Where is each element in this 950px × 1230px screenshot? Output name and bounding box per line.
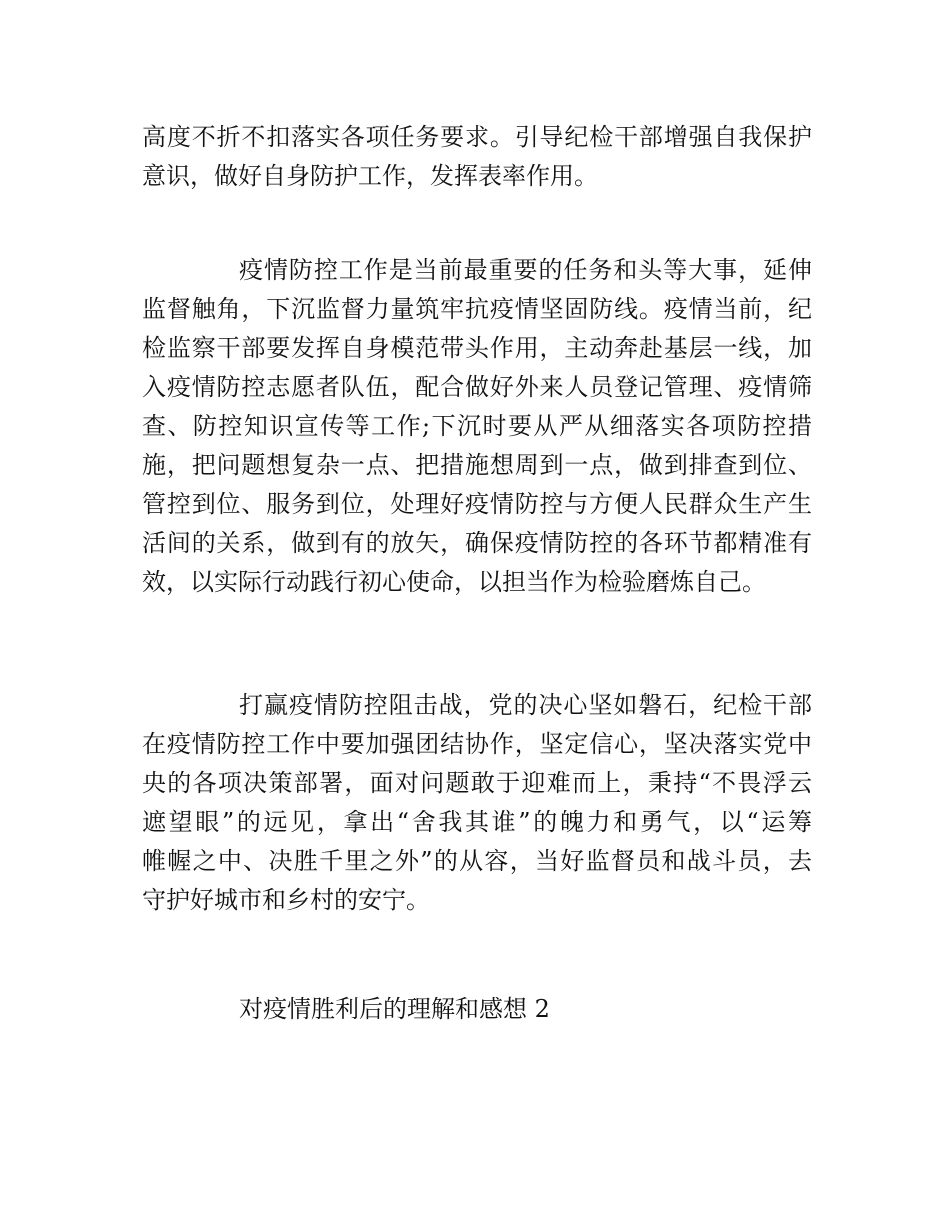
text-line: 查、防控知识宣传等工作;下沉时要从严从细落实各项防控措 [142, 412, 812, 440]
text-line: 施，把问题想复杂一点、把措施想周到一点，做到排查到位、 [142, 451, 812, 479]
text-line: 打赢疫情防控阻击战，党的决心坚如磐石，纪检干部 [239, 691, 812, 719]
paragraph-battle [142, 686, 812, 920]
text-line: 效，以实际行动践行初心使命，以担当作为检验磨炼自己。 [142, 568, 766, 596]
text-line: 守护好城市和乡村的安宁。 [142, 886, 430, 914]
text-line: 遮望眼”的远见，拿出“舍我其谁”的魄力和勇气，以“运筹 [142, 808, 812, 836]
paragraph-continuation [142, 118, 812, 196]
text-line: 在疫情防控工作中要加强团结协作，坚定信心，坚决落实党中 [142, 730, 812, 758]
text-line: 高度不折不扣落实各项任务要求。引导纪检干部增强自我保护 [142, 123, 812, 151]
text-line: 监督触角，下沉监督力量筑牢抗疫情坚固防线。疫情当前，纪 [142, 295, 812, 323]
text-line: 意识，做好自身防护工作，发挥表率作用。 [142, 162, 598, 190]
text-line: 帷幄之中、决胜千里之外”的从容，当好监督员和战斗员，去 [142, 847, 812, 875]
paragraph-epidemic-work [142, 251, 812, 602]
text-line: 疫情防控工作是当前最重要的任务和头等大事，延伸 [239, 256, 812, 284]
text-line: 管控到位、服务到位，处理好疫情防控与方便人民群众生产生 [142, 490, 812, 518]
section-heading [142, 990, 812, 1029]
text-line: 央的各项决策部署，面对问题敢于迎难而上，秉持“不畏浮云 [142, 769, 812, 797]
heading-text: 对疫情胜利后的理解和感想 2 [239, 995, 550, 1023]
text-line: 检监察干部要发挥自身模范带头作用，主动奔赴基层一线，加 [142, 334, 812, 362]
text-line: 入疫情防控志愿者队伍，配合做好外来人员登记管理、疫情筛 [142, 373, 812, 401]
text-line: 活间的关系，做到有的放矢，确保疫情防控的各环节都精准有 [142, 529, 812, 557]
